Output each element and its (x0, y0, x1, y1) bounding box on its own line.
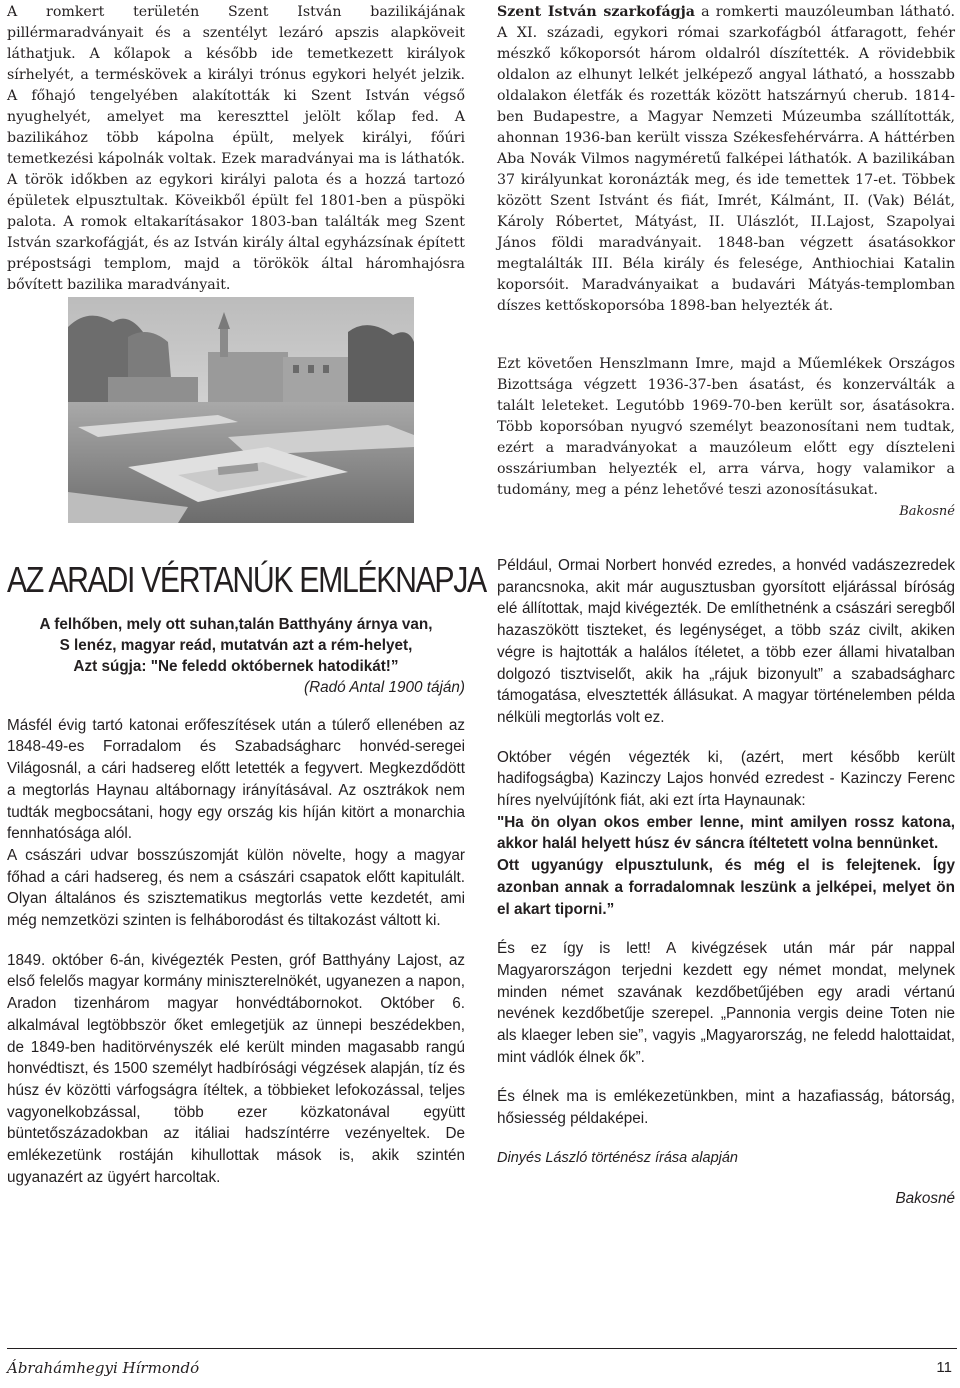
szarkofag-text: a romkerti mauzóleumban látható. A XI. századi, egykori római szarkofágból átfaragott, fehér mészkő kőkoporsót három oldalról díszítették. A rövidebbik oldalon az elhunyt lelkét jelképező angyal látható, a hosszabb oldalakon életfák és rozetták között hatszárnyú cherub. 1814-ben Budapestre, a Magyar Nemzeti Múzeumba szállították, ahonnan 1936-ban került vissza Székesfehérvárra. A háttérben Aba Novák Vilmos nagyméretű falképei láthatók. A bazilikában 37 királyunkat koronázták meg, és ide temettek 17-et. Többek között Szent Istvánt és fiát, Imrét, Kálmánt, II. (Vak) Bélát, Károly Róbertet, Mátyást, II. Ulászlót, II.Lajost, Szapolyai János földi maradványait. 1848-ban végzett ásatásokkor megtalálták III. Béla király és felesége, Anthiochiai Katalin koporsóit. Maradványaikat a budavári Mátyás-templomban díszes kettőskoporsóba 1898-ban helyezték át. (497, 4, 955, 314)
article-paragraph: Október végén végezték ki, (azért, mert később került hadifogságba) Kazinczy Lajos honvéd ezredest - Kazinczy Ferenc híres nyelvújítónk fiát, aki ezt írta Haynaunak: (497, 748, 955, 810)
article-title: AZ ARADI VÉRTANÚK EMLÉKNAPJA (7, 559, 486, 600)
szarkofag-paragraph (497, 2, 955, 317)
article-paragraph: És ez így is lett! A kivégzések után már pár nappal Magyarországon terjedni kezdett egy német mondat, melynek minden német szavának kezdőbetűjében egy aradi vértanú nevének kezdőbetűje szerepel. „Pannonia vergis deine Toten nie als klaeger leben sie”, vagyis „Magyarország, ne feledd halottaidat, mint vádlók élnek ők”. (497, 940, 955, 1066)
article-source: Dinyés László történész írása alapján (497, 1149, 738, 1166)
article-paragraph: 1849. október 6-án, kivégezték Pesten, gróf Batthyány Lajost, az első felelős magyar kormány miniszterelnökét, ugyanezen a napon, Aradon tizenhárom magyar honvédtábornokot. Október 6. alkalmával legtöbbször őket emlegetjük az ünnepi beszédekben, de 1849-ben haditörvényszék elé került minden magasabb rangú honvédtiszt, és 1500 személyt hadbírósági végzések alapján, tíz és húsz év közötti várfogságra ítéltek, a többieket lefokozással, teljes vagyonelkobzással, több ezer közkatonával együtt büntetőszázadokban az itáliai hadszíntérre vezényeltek. De emlékezetünk rostáján kihullottak mások is, akik szintén ugyanazért az ügyért harcoltak. (7, 951, 465, 1186)
poem-source: (Radó Antal 1900 táján) (303, 679, 465, 696)
romkert-paragraph: A romkert területén Szent István bazilikájának pillérmaradványait és a szentélyt lezáró apszis alapköveit láthatjuk. A kőlapok a később ide temetkezett királyok sírhelyét, a terméskövek a királyi trónus egykori helyét jelzik. A főhajó tengelyében alakították ki Szent István végső nyughelyét, amelyet ma kereszttel jelölt kőlap fed. A bazilikához több kápolna épült, melyek királyi, főúri temetkezési kápolnák voltak. Ezek maradványai ma is láthatók. A török időkben az egykori királyi palota és a hozzá tartozó épületek elpusztultak. Köveikből épült fel 1801-ben a püspöki palota. A romok eltakarításakor 1803-ban találták meg Szent István szarkofágját, és az István király által egyházsínak épített prépostsági templom, majd a törökök által háromhajósra bővített bazilika maradványait. (7, 4, 465, 293)
article-signature: Bakosné (895, 1189, 955, 1207)
article-paragraph: Például, Ormai Norbert honvéd ezredes, a honvéd vadászezredek parancsnoka, akit már augusztusban gyorsított eljárással bíróság elé állítottak, majd kivégezték. De említhetnénk a császári seregből hazaszökött tiszteket, és legénységet, a több száz civilt, akiken végre is hajtották a halálos ítéletet, a több ezer állami hivatalban dolgozó tisztviselőt, akik ha „rájuk bizonyult” a szabadságharc támogatása, elvesztették állásukat. A magyar történelemben példa nélküli megtorlás volt ez. (497, 557, 955, 726)
top-signature: Bakosné (899, 504, 955, 519)
asatas-column (497, 354, 955, 522)
poem-line: S lenéz, magyar reád, mutatván azt a rém-helyet, (59, 637, 413, 654)
article-left-column (7, 559, 486, 1188)
kazinczy-quote: Ott ugyanúgy elpusztulunk, és még el is felejtenek. Így azonban annak a forradalomnak leszünk a jelképei, melyet ön el akart tiporni.” (497, 857, 955, 918)
szarkofag-column (497, 2, 955, 317)
article-right-column (497, 555, 955, 1209)
poem-line: A felhőben, mely ott suhan,talán Batthyány árnya van, (39, 616, 433, 633)
romkert-photo (68, 297, 414, 523)
article-paragraph: A császári udvar bosszúszomját külön növelte, hogy a magyar főhad a cári hadsereg, és nem a császári csapatok előtt kapitulált. Olyan általános és szisztematikus megtorlás vette kezdetét, ami még nemzetközi szinten is felháborodást és tiltakozást váltott ki. (7, 846, 465, 930)
page-number: 11 (936, 1359, 952, 1376)
romkert-column (7, 2, 465, 296)
kazinczy-quote: "Ha ön olyan okos ember lenne, mint amilyen rossz katona, akkor halál helyett húsz év sáncra ítéltetett volna bennünket. (497, 813, 955, 853)
footer-rule (7, 1348, 957, 1349)
publication-name: Ábrahámhegyi Hírmondó (7, 1359, 200, 1377)
asatas-paragraph: Ezt követően Henszlmann Imre, majd a Műemlékek Országos Bizottsága végzett 1936-37-ben ásatást, és konzerválták a talált leleteket. Legutóbb 1969-70-ben került sor, ásatásokra. Több koporsóban nyugvó személyt beazonosítani nem tudtak, ezért a maradványokat a mauzóleum előtt egy díszteleni osszáriumban helyezték el, arra várva, hogy valamikor a tudomány, meg a pénz lehetővé teszi azonosításukat. (497, 356, 955, 498)
poem-line: Azt súgja: "Ne feledd októbernek hatodikát!” (73, 658, 399, 675)
szarkofag-lead: Szent István szarkofágja (497, 4, 695, 20)
article-paragraph: És élnek ma is emlékezetünkben, mint a hazafiasság, bátorság, hősiesség példaképei. (497, 1088, 955, 1128)
article-paragraph: Másfél évig tartó katonai erőfeszítések után a túlerő ellenében az 1848-49-es Forradalom és Szabadságharc honvéd-seregei Világosnál, a cári hadsereg előtt letették a fegyvert. Megkezdődött a megtorlás Haynau altábornagy irányításával. Az osztrákok nem tudták megbocsátani, hogy egy ország kis híján kitört a monarchia fennhatósága alól. (7, 716, 465, 843)
